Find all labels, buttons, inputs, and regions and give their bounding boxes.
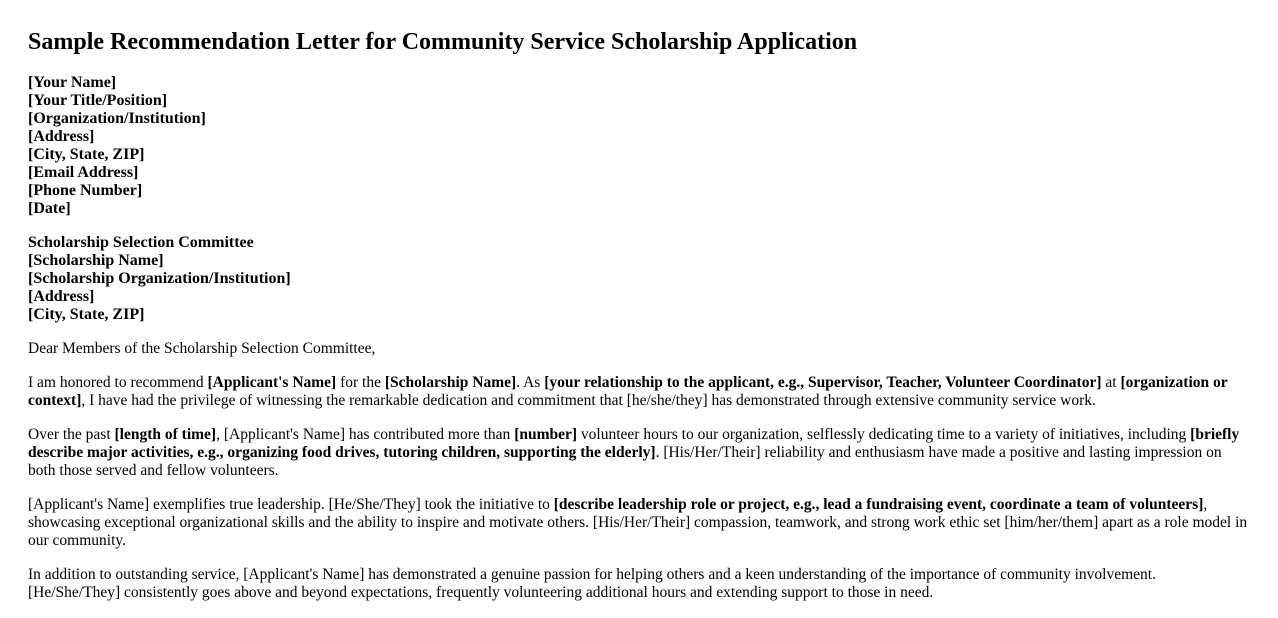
text: Over the past — [28, 426, 115, 443]
placeholder: [number] — [514, 426, 578, 443]
placeholder: [describe leadership role or project, e.g., lead a fundraising event, coordinate a team of volunteers] — [553, 496, 1204, 513]
placeholder: [Scholarship Name] — [384, 374, 517, 391]
paragraph-contributions — [28, 426, 1250, 480]
salutation: Dear Members of the Scholarship Selection Committee, — [28, 340, 376, 357]
placeholder: [your relationship to the applicant, e.g., Supervisor, Teacher, Volunteer Coordinator] — [544, 374, 1102, 391]
text: at — [1101, 374, 1121, 391]
placeholder: [length of time] — [114, 426, 217, 443]
recipient-line: Scholarship Selection Committee — [28, 234, 254, 251]
sender-block — [28, 74, 1250, 218]
sender-line: [Organization/Institution] — [28, 110, 206, 127]
text: , [Applicant's Name] has contributed more than — [216, 426, 515, 443]
paragraph-intro — [28, 374, 1250, 410]
recipient-block — [28, 234, 1250, 324]
recipient-line: [Address] — [28, 288, 95, 305]
text: . [His/Her/Their] reliability and enthusiasm have made a positive and lasting impression on both those served and fellow volunteers. — [28, 444, 1222, 479]
recipient-line: [Scholarship Name] — [28, 252, 164, 269]
text: [Applicant's Name] exemplifies true leadership. [He/She/They] took the initiative to — [28, 496, 554, 513]
sender-line: [Date] — [28, 200, 71, 217]
recipient-line: [Scholarship Organization/Institution] — [28, 270, 291, 287]
text: In addition to outstanding service, [Applicant's Name] has demonstrated a genuine passion for helping others and a keen understanding of the importance of community involvement. [He/She/They] consistently goes above and beyond expectations, frequently volunteering additional hours and extending support to those in need. — [28, 566, 1156, 601]
paragraph-leadership — [28, 496, 1250, 550]
text: for the — [336, 374, 385, 391]
page-title: Sample Recommendation Letter for Community Service Scholarship Application — [28, 29, 858, 55]
sender-line: [Phone Number] — [28, 182, 143, 199]
recipient-line: [City, State, ZIP] — [28, 306, 145, 323]
text: , I have had the privilege of witnessing the remarkable dedication and commitment that [he/she/they] has demonstrated through extensive community service work. — [81, 392, 1096, 409]
sender-line: [Email Address] — [28, 164, 139, 181]
sender-line: [Your Title/Position] — [28, 92, 168, 109]
sender-line: [Your Name] — [28, 74, 117, 91]
sender-line: [City, State, ZIP] — [28, 146, 145, 163]
placeholder: [Applicant's Name] — [207, 374, 337, 391]
text: , showcasing exceptional organizational skills and the ability to inspire and motivate others. [His/Her/Their] compassion, teamwork, and strong work ethic set [him/her/them] apart as a role model in our community. — [28, 496, 1248, 549]
text: . As — [516, 374, 545, 391]
placeholder: [briefly describe major activities, e.g., organizing food drives, tutoring children, supporting the elderly] — [28, 426, 1240, 461]
letter-page — [28, 28, 1250, 618]
text: I am honored to recommend — [28, 374, 208, 391]
paragraph-service — [28, 566, 1250, 602]
placeholder: [organization or context] — [28, 374, 1228, 409]
sender-line: [Address] — [28, 128, 95, 145]
text: volunteer hours to our organization, selflessly dedicating time to a variety of initiatives, including — [577, 426, 1191, 443]
